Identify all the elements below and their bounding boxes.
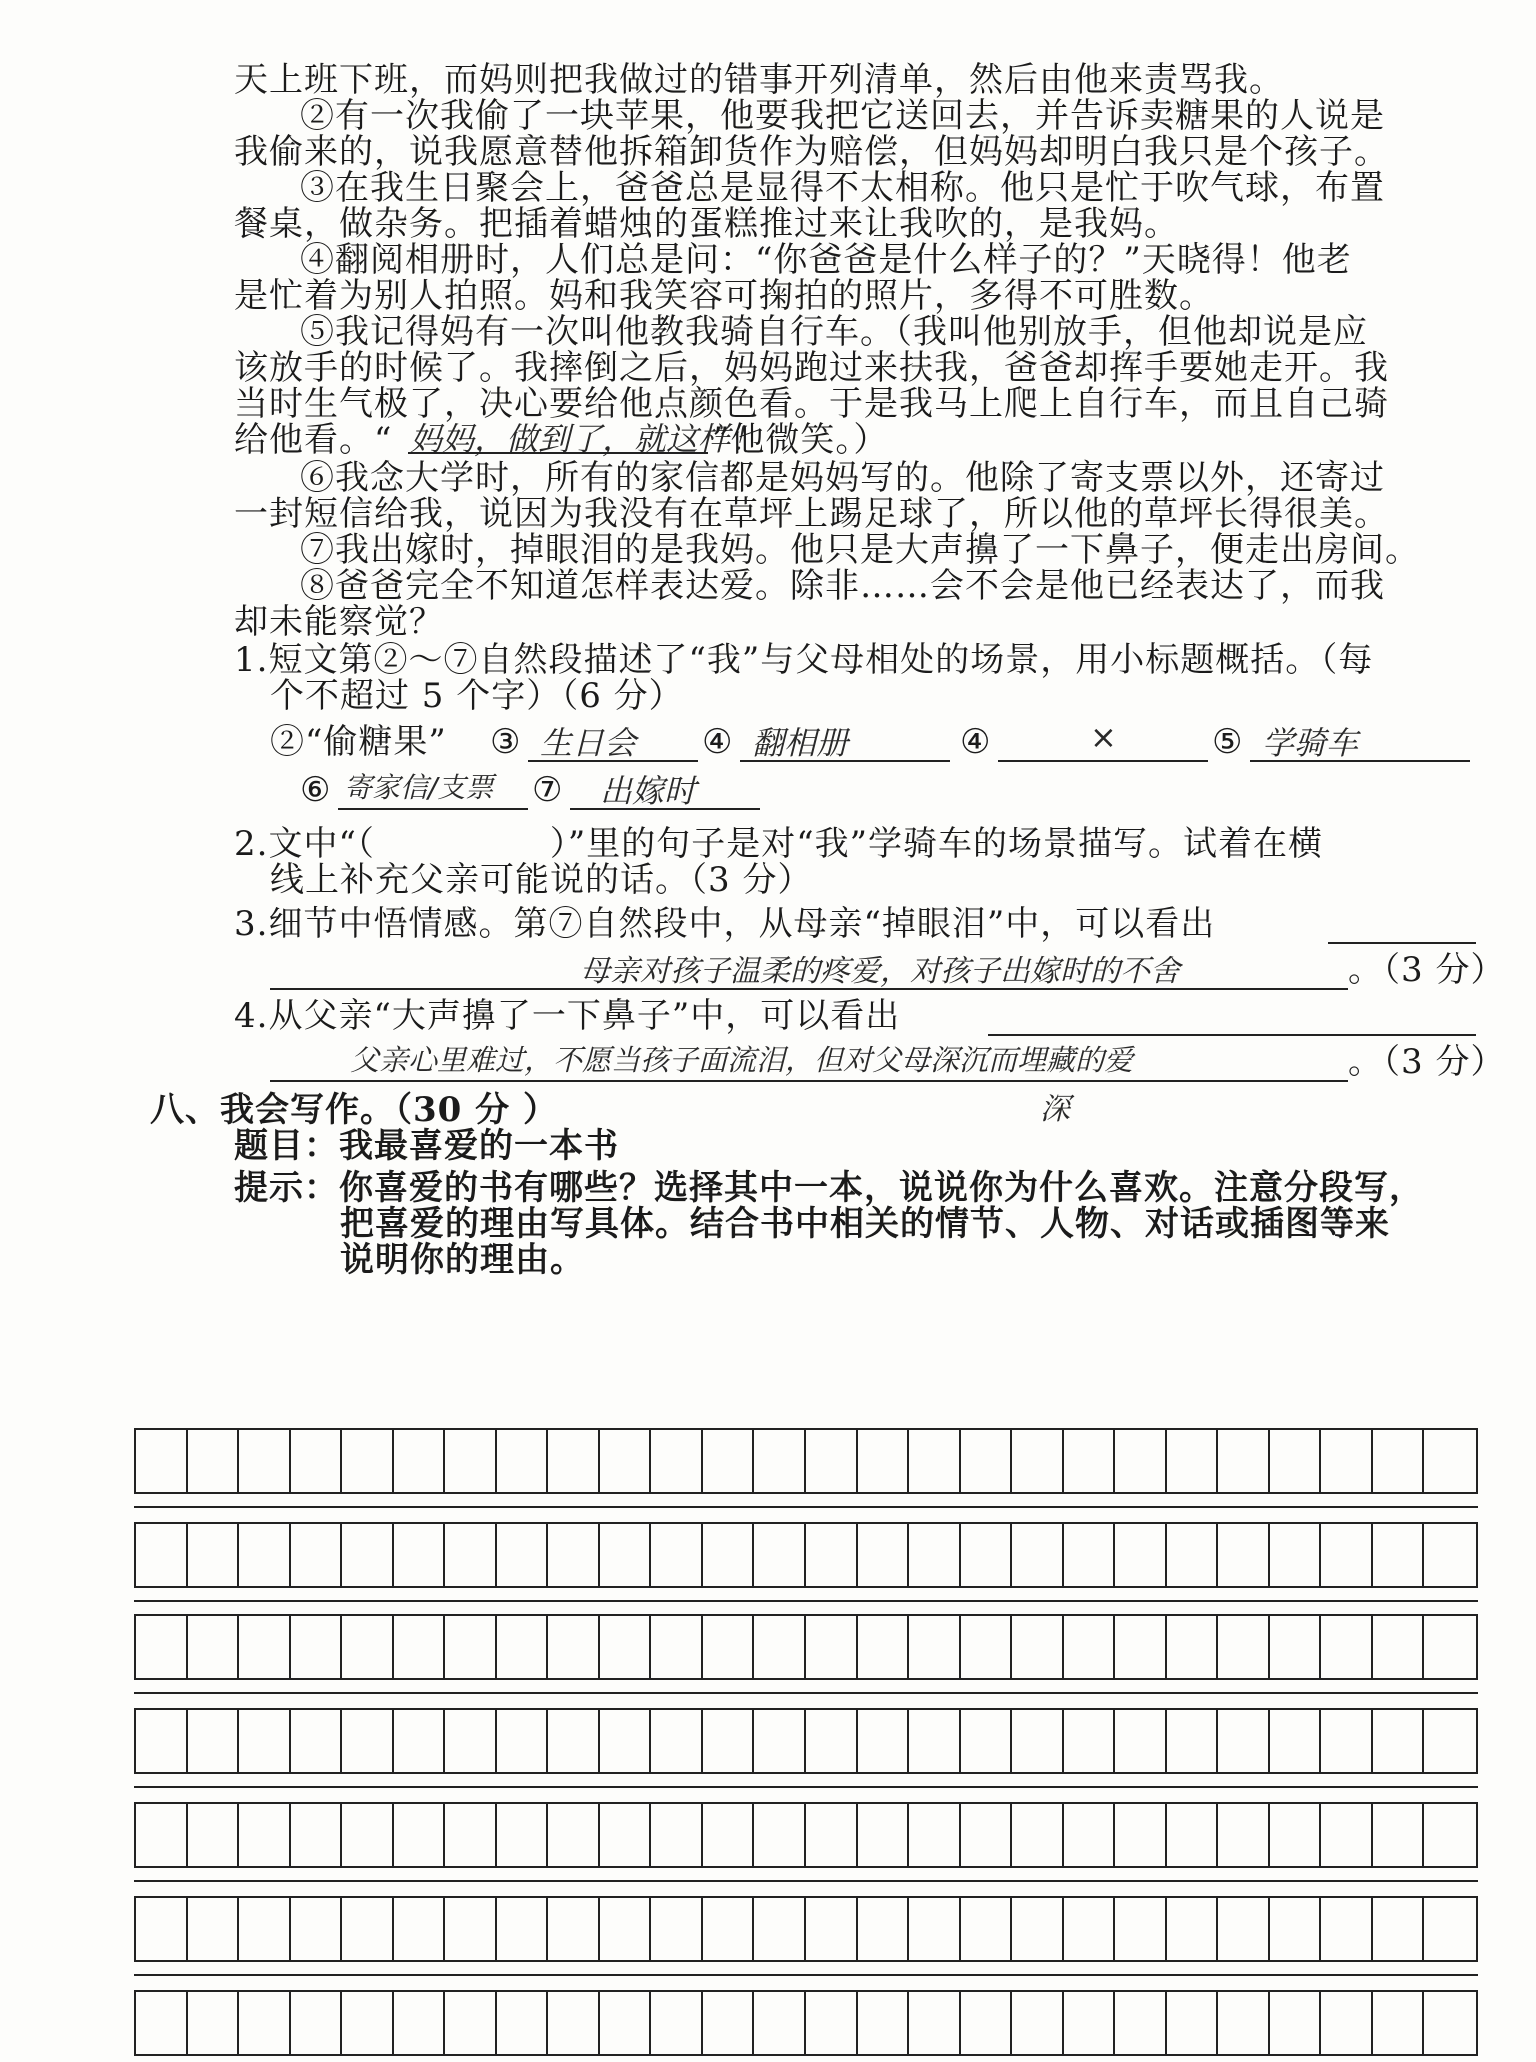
passage-line: 当时生气极了，决心要给他点颜色看。于是我马上爬上自行车，而且自己骑	[234, 384, 1389, 424]
grid-cell[interactable]	[1373, 1804, 1425, 1866]
grid-cell[interactable]	[1167, 1616, 1219, 1678]
grid-cell[interactable]	[703, 1430, 755, 1492]
grid-cell[interactable]	[1218, 1804, 1270, 1866]
passage-line: ⑥我念大学时，所有的家信都是妈妈写的。他除了寄支票以外，还寄过	[300, 458, 1385, 498]
grid-cell[interactable]	[1064, 1710, 1116, 1772]
grid-cell[interactable]	[239, 1524, 291, 1586]
grid-cell[interactable]	[1167, 1992, 1219, 2054]
passage-line: ③在我生日聚会上，爸爸总是显得不太相称。他只是忙于吹气球，布置	[300, 168, 1385, 208]
q1-answer-7: 出嫁时	[600, 772, 697, 810]
grid-cell[interactable]	[1064, 1430, 1116, 1492]
grid-cell[interactable]	[394, 1430, 446, 1492]
grid-cell[interactable]	[1424, 1992, 1476, 2054]
q1-mark-7: ⑦	[532, 770, 564, 810]
grid-cell[interactable]	[1218, 1430, 1270, 1492]
grid-cell[interactable]	[188, 1992, 240, 2054]
q1-answer-4b: ×	[1090, 718, 1117, 756]
grid-cell[interactable]	[909, 1804, 961, 1866]
grid-cell[interactable]	[651, 1992, 703, 2054]
grid-cell[interactable]	[754, 1898, 806, 1960]
grid-cell[interactable]	[1270, 1992, 1322, 2054]
passage-line: 一封短信给我，说因为我没有在草坪上踢足球了，所以他的草坪长得很美。	[234, 494, 1389, 534]
grid-cell[interactable]	[1064, 1524, 1116, 1586]
grid-cell[interactable]	[445, 1992, 497, 2054]
grid-cell[interactable]	[291, 1524, 343, 1586]
grid-cell[interactable]	[703, 1616, 755, 1678]
grid-cell[interactable]	[445, 1524, 497, 1586]
q3-blank-a[interactable]	[1328, 942, 1476, 944]
quote-underline	[408, 452, 708, 454]
grid-cell[interactable]	[806, 1710, 858, 1772]
grid-cell[interactable]	[600, 1898, 652, 1960]
question-2: 2.文中“（ ）”里的句子是对“我”学骑车的场景描写。试着在横	[234, 824, 1323, 864]
grid-cell[interactable]	[497, 1616, 549, 1678]
grid-separator	[134, 1692, 1478, 1694]
question-1: 1.短文第②～⑦自然段描述了“我”与父母相处的场景，用小标题概括。（每	[234, 640, 1374, 680]
grid-cell[interactable]	[1321, 1804, 1373, 1866]
grid-cell[interactable]	[600, 1710, 652, 1772]
question-2-cont: 线上补充父亲可能说的话。（3 分）	[270, 860, 813, 900]
passage-line: 该放手的时候了。我摔倒之后，妈妈跑过来扶我，爸爸却挥手要她走开。我	[234, 348, 1389, 388]
grid-cell[interactable]	[1218, 1992, 1270, 2054]
grid-cell[interactable]	[394, 1898, 446, 1960]
grid-cell[interactable]	[754, 1804, 806, 1866]
grid-cell[interactable]	[600, 1524, 652, 1586]
grid-separator	[134, 1600, 1478, 1602]
passage-line: 是忙着为别人拍照。妈和我笑容可掬拍的照片，多得不可胜数。	[234, 276, 1214, 316]
grid-cell[interactable]	[136, 1804, 188, 1866]
grid-cell[interactable]	[1012, 1898, 1064, 1960]
grid-cell[interactable]	[1321, 1616, 1373, 1678]
grid-cell[interactable]	[445, 1898, 497, 1960]
grid-cell[interactable]	[394, 1616, 446, 1678]
grid-cell[interactable]	[1321, 1524, 1373, 1586]
grid-cell[interactable]	[1115, 1430, 1167, 1492]
grid-cell[interactable]	[1424, 1524, 1476, 1586]
grid-cell[interactable]	[754, 1430, 806, 1492]
grid-row[interactable]	[134, 1990, 1478, 2056]
question-3: 3.细节中悟情感。第⑦自然段中，从母亲“掉眼泪”中，可以看出	[234, 904, 1216, 944]
grid-cell[interactable]	[188, 1710, 240, 1772]
grid-cell[interactable]	[703, 1524, 755, 1586]
grid-cell[interactable]	[342, 1524, 394, 1586]
grid-cell[interactable]	[445, 1710, 497, 1772]
passage-line: 却未能察觉？	[234, 602, 444, 642]
grid-row[interactable]	[134, 1614, 1478, 1680]
grid-cell[interactable]	[1012, 1804, 1064, 1866]
grid-cell[interactable]	[1167, 1898, 1219, 1960]
grid-cell[interactable]	[806, 1524, 858, 1586]
grid-cell[interactable]	[858, 1710, 910, 1772]
grid-cell[interactable]	[239, 1430, 291, 1492]
grid-cell[interactable]	[961, 1992, 1013, 2054]
grid-cell[interactable]	[291, 1898, 343, 1960]
grid-cell[interactable]	[1373, 1992, 1425, 2054]
grid-cell[interactable]	[1270, 1710, 1322, 1772]
grid-cell[interactable]	[909, 1898, 961, 1960]
grid-cell[interactable]	[445, 1430, 497, 1492]
grid-cell[interactable]	[858, 1898, 910, 1960]
grid-cell[interactable]	[1064, 1804, 1116, 1866]
grid-cell[interactable]	[1115, 1992, 1167, 2054]
grid-cell[interactable]	[858, 1616, 910, 1678]
grid-separator	[134, 1880, 1478, 1882]
grid-cell[interactable]	[548, 1524, 600, 1586]
writing-hint-cont: 说明你的理由。	[340, 1240, 585, 1280]
grid-cell[interactable]	[806, 1616, 858, 1678]
grid-cell[interactable]	[1424, 1898, 1476, 1960]
grid-cell[interactable]	[548, 1710, 600, 1772]
grid-cell[interactable]	[1115, 1710, 1167, 1772]
q1-item-2: ②“偷糖果”	[270, 722, 447, 762]
grid-cell[interactable]	[1373, 1898, 1425, 1960]
grid-cell[interactable]	[858, 1430, 910, 1492]
grid-cell[interactable]	[497, 1430, 549, 1492]
grid-separator	[134, 1974, 1478, 1976]
grid-cell[interactable]	[136, 1524, 188, 1586]
grid-cell[interactable]	[961, 1710, 1013, 1772]
grid-cell[interactable]	[600, 1992, 652, 2054]
grid-cell[interactable]	[909, 1710, 961, 1772]
grid-cell[interactable]	[342, 1898, 394, 1960]
grid-cell[interactable]	[1167, 1804, 1219, 1866]
grid-cell[interactable]	[754, 1992, 806, 2054]
q1-mark-4b: ④	[960, 722, 992, 762]
grid-cell[interactable]	[1115, 1804, 1167, 1866]
grid-cell[interactable]	[1012, 1992, 1064, 2054]
grid-cell[interactable]	[136, 1616, 188, 1678]
grid-cell[interactable]	[497, 1524, 549, 1586]
grid-cell[interactable]	[651, 1616, 703, 1678]
grid-cell[interactable]	[754, 1710, 806, 1772]
grid-cell[interactable]	[1270, 1524, 1322, 1586]
q1-mark-4: ④	[702, 722, 734, 762]
grid-cell[interactable]	[445, 1616, 497, 1678]
grid-separator	[134, 1506, 1478, 1508]
q1-answer-4: 翻相册	[752, 724, 849, 762]
grid-cell[interactable]	[754, 1616, 806, 1678]
grid-cell[interactable]	[239, 1616, 291, 1678]
grid-cell[interactable]	[961, 1616, 1013, 1678]
q1-blank-4b[interactable]	[998, 760, 1208, 762]
grid-cell[interactable]	[291, 1430, 343, 1492]
grid-cell[interactable]	[291, 1804, 343, 1866]
grid-cell[interactable]	[136, 1430, 188, 1492]
grid-cell[interactable]	[291, 1616, 343, 1678]
grid-cell[interactable]	[497, 1992, 549, 2054]
grid-cell[interactable]	[1218, 1524, 1270, 1586]
grid-cell[interactable]	[961, 1898, 1013, 1960]
grid-cell[interactable]	[858, 1524, 910, 1586]
grid-cell[interactable]	[342, 1710, 394, 1772]
grid-cell[interactable]	[1012, 1524, 1064, 1586]
grid-cell[interactable]	[909, 1992, 961, 2054]
grid-cell[interactable]	[1373, 1430, 1425, 1492]
passage-line: 给他看。“	[234, 420, 393, 460]
grid-cell[interactable]	[961, 1524, 1013, 1586]
grid-cell[interactable]	[291, 1992, 343, 2054]
writing-hint-cont: 把喜爱的理由写具体。结合书中相关的情节、人物、对话或插图等来	[340, 1204, 1390, 1244]
q1-mark-6: ⑥	[300, 770, 332, 810]
grid-cell[interactable]	[394, 1804, 446, 1866]
question-4: 4.从父亲“大声擤了一下鼻子”中，可以看出	[234, 996, 901, 1036]
grid-cell[interactable]	[342, 1430, 394, 1492]
grid-cell[interactable]	[1064, 1898, 1116, 1960]
grid-row[interactable]	[134, 1428, 1478, 1494]
grid-cell[interactable]	[703, 1898, 755, 1960]
q1-answer-5: 学骑车	[1262, 724, 1359, 762]
grid-cell[interactable]	[239, 1898, 291, 1960]
grid-cell[interactable]	[1321, 1992, 1373, 2054]
grid-cell[interactable]	[806, 1804, 858, 1866]
grid-cell[interactable]	[1373, 1710, 1425, 1772]
grid-cell[interactable]	[961, 1804, 1013, 1866]
grid-cell[interactable]	[1218, 1898, 1270, 1960]
grid-cell[interactable]	[651, 1804, 703, 1866]
q3-answer: 母亲对孩子温柔的疼爱，对孩子出嫁时的不舍	[580, 954, 1180, 989]
grid-cell[interactable]	[394, 1992, 446, 2054]
writing-hint: 提示：你喜爱的书有哪些？选择其中一本，说说你为什么喜欢。注意分段写，	[234, 1168, 1424, 1208]
grid-cell[interactable]	[1321, 1898, 1373, 1960]
grid-cell[interactable]	[136, 1992, 188, 2054]
grid-cell[interactable]	[1064, 1992, 1116, 2054]
grid-cell[interactable]	[806, 1992, 858, 2054]
grid-row[interactable]	[134, 1522, 1478, 1588]
grid-cell[interactable]	[1270, 1804, 1322, 1866]
grid-cell[interactable]	[342, 1804, 394, 1866]
passage-line: ⑦我出嫁时，掉眼泪的是我妈。他只是大声擤了一下鼻子，便走出房间。	[300, 530, 1420, 570]
grid-cell[interactable]	[1218, 1710, 1270, 1772]
grid-cell[interactable]	[188, 1616, 240, 1678]
grid-cell[interactable]	[909, 1430, 961, 1492]
grid-cell[interactable]	[703, 1710, 755, 1772]
grid-cell[interactable]	[239, 1710, 291, 1772]
grid-cell[interactable]	[1115, 1524, 1167, 1586]
handwritten-quote: 妈妈，做到了，就这样！	[410, 420, 763, 458]
grid-cell[interactable]	[136, 1898, 188, 1960]
grid-cell[interactable]	[651, 1710, 703, 1772]
grid-cell[interactable]	[497, 1710, 549, 1772]
grid-cell[interactable]	[1270, 1898, 1322, 1960]
grid-cell[interactable]	[188, 1804, 240, 1866]
passage-line: ④翻阅相册时，人们总是问：“你爸爸是什么样子的？”天晓得！他老	[300, 240, 1352, 280]
grid-cell[interactable]	[1373, 1616, 1425, 1678]
grid-cell[interactable]	[394, 1710, 446, 1772]
grid-cell[interactable]	[858, 1804, 910, 1866]
grid-cell[interactable]	[1115, 1616, 1167, 1678]
grid-cell[interactable]	[1424, 1616, 1476, 1678]
grid-cell[interactable]	[188, 1430, 240, 1492]
writing-topic: 题目：我最喜爱的一本书	[234, 1126, 619, 1166]
grid-cell[interactable]	[1012, 1616, 1064, 1678]
grid-separator	[134, 1786, 1478, 1788]
grid-cell[interactable]	[1424, 1710, 1476, 1772]
q3-score: 。（3 分）	[1348, 950, 1506, 990]
grid-cell[interactable]	[1115, 1898, 1167, 1960]
q1-answer-3: 生日会	[540, 724, 637, 762]
grid-cell[interactable]	[445, 1804, 497, 1866]
grid-cell[interactable]	[651, 1898, 703, 1960]
passage-line: ⑧爸爸完全不知道怎样表达爱。除非……会不会是他已经表达了，而我	[300, 566, 1385, 606]
grid-cell[interactable]	[1321, 1430, 1373, 1492]
grid-row[interactable]	[134, 1708, 1478, 1774]
grid-row[interactable]	[134, 1802, 1478, 1868]
grid-cell[interactable]	[600, 1430, 652, 1492]
grid-cell[interactable]	[909, 1524, 961, 1586]
grid-cell[interactable]	[1270, 1430, 1322, 1492]
q1-answer-6: 寄家信/支票	[344, 771, 494, 804]
passage-line: 餐桌，做杂务。把插着蜡烛的蛋糕推过来让我吹的，是我妈。	[234, 204, 1179, 244]
grid-cell[interactable]	[703, 1804, 755, 1866]
passage-line: ②有一次我偷了一块苹果，他要我把它送回去，并告诉卖糖果的人说是	[300, 96, 1385, 136]
grid-cell[interactable]	[342, 1992, 394, 2054]
grid-cell[interactable]	[548, 1616, 600, 1678]
grid-cell[interactable]	[1270, 1616, 1322, 1678]
q4-score: 。（3 分）	[1348, 1042, 1506, 1082]
grid-cell[interactable]	[1373, 1524, 1425, 1586]
q1-mark-5: ⑤	[1212, 722, 1244, 762]
grid-cell[interactable]	[909, 1616, 961, 1678]
q4-blank-a[interactable]	[988, 1034, 1476, 1036]
grid-cell[interactable]	[188, 1524, 240, 1586]
grid-cell[interactable]	[1321, 1710, 1373, 1772]
grid-cell[interactable]	[651, 1430, 703, 1492]
grid-cell[interactable]	[497, 1804, 549, 1866]
grid-cell[interactable]	[754, 1524, 806, 1586]
grid-cell[interactable]	[394, 1524, 446, 1586]
passage-line: ⑤我记得妈有一次叫他教我骑自行车。（我叫他别放手，但他却说是应	[300, 312, 1368, 352]
grid-cell[interactable]	[136, 1710, 188, 1772]
grid-cell[interactable]	[1167, 1430, 1219, 1492]
grid-cell[interactable]	[342, 1616, 394, 1678]
grid-cell[interactable]	[548, 1430, 600, 1492]
grid-cell[interactable]	[1012, 1710, 1064, 1772]
grid-cell[interactable]	[188, 1898, 240, 1960]
q4-extra-mark: 深	[1040, 1092, 1070, 1127]
grid-cell[interactable]	[1167, 1524, 1219, 1586]
grid-cell[interactable]	[239, 1804, 291, 1866]
grid-cell[interactable]	[703, 1992, 755, 2054]
grid-cell[interactable]	[858, 1992, 910, 2054]
grid-cell[interactable]	[651, 1524, 703, 1586]
grid-cell[interactable]	[239, 1992, 291, 2054]
q4-blank-b[interactable]	[270, 1080, 1348, 1082]
grid-row[interactable]	[134, 1896, 1478, 1962]
q1-blank-6[interactable]	[338, 808, 528, 810]
grid-cell[interactable]	[548, 1898, 600, 1960]
grid-cell[interactable]	[806, 1430, 858, 1492]
question-1-cont: 个不超过 5 个字）（6 分）	[270, 676, 684, 716]
passage-line: ”他微笑。）	[712, 420, 889, 460]
q1-mark-3: ③	[490, 722, 522, 762]
grid-cell[interactable]	[600, 1804, 652, 1866]
grid-cell[interactable]	[600, 1616, 652, 1678]
grid-cell[interactable]	[1012, 1430, 1064, 1492]
grid-cell[interactable]	[1424, 1430, 1476, 1492]
grid-cell[interactable]	[1064, 1616, 1116, 1678]
passage-line: 天上班下班，而妈则把我做过的错事开列清单，然后由他来责骂我。	[234, 60, 1284, 100]
writing-heading: 八、我会写作。（30 分 ）	[150, 1090, 558, 1130]
grid-cell[interactable]	[548, 1992, 600, 2054]
passage-line: 我偷来的，说我愿意替他拆箱卸货作为赔偿，但妈妈却明白我只是个孩子。	[234, 132, 1389, 172]
grid-cell[interactable]	[806, 1898, 858, 1960]
grid-cell[interactable]	[497, 1898, 549, 1960]
q4-answer: 父亲心里难过，不愿当孩子面流泪，但对父母深沉而埋藏的爱	[350, 1043, 1134, 1077]
grid-cell[interactable]	[291, 1710, 343, 1772]
grid-cell[interactable]	[961, 1430, 1013, 1492]
grid-cell[interactable]	[1167, 1710, 1219, 1772]
grid-cell[interactable]	[548, 1804, 600, 1866]
grid-cell[interactable]	[1424, 1804, 1476, 1866]
grid-cell[interactable]	[1218, 1616, 1270, 1678]
